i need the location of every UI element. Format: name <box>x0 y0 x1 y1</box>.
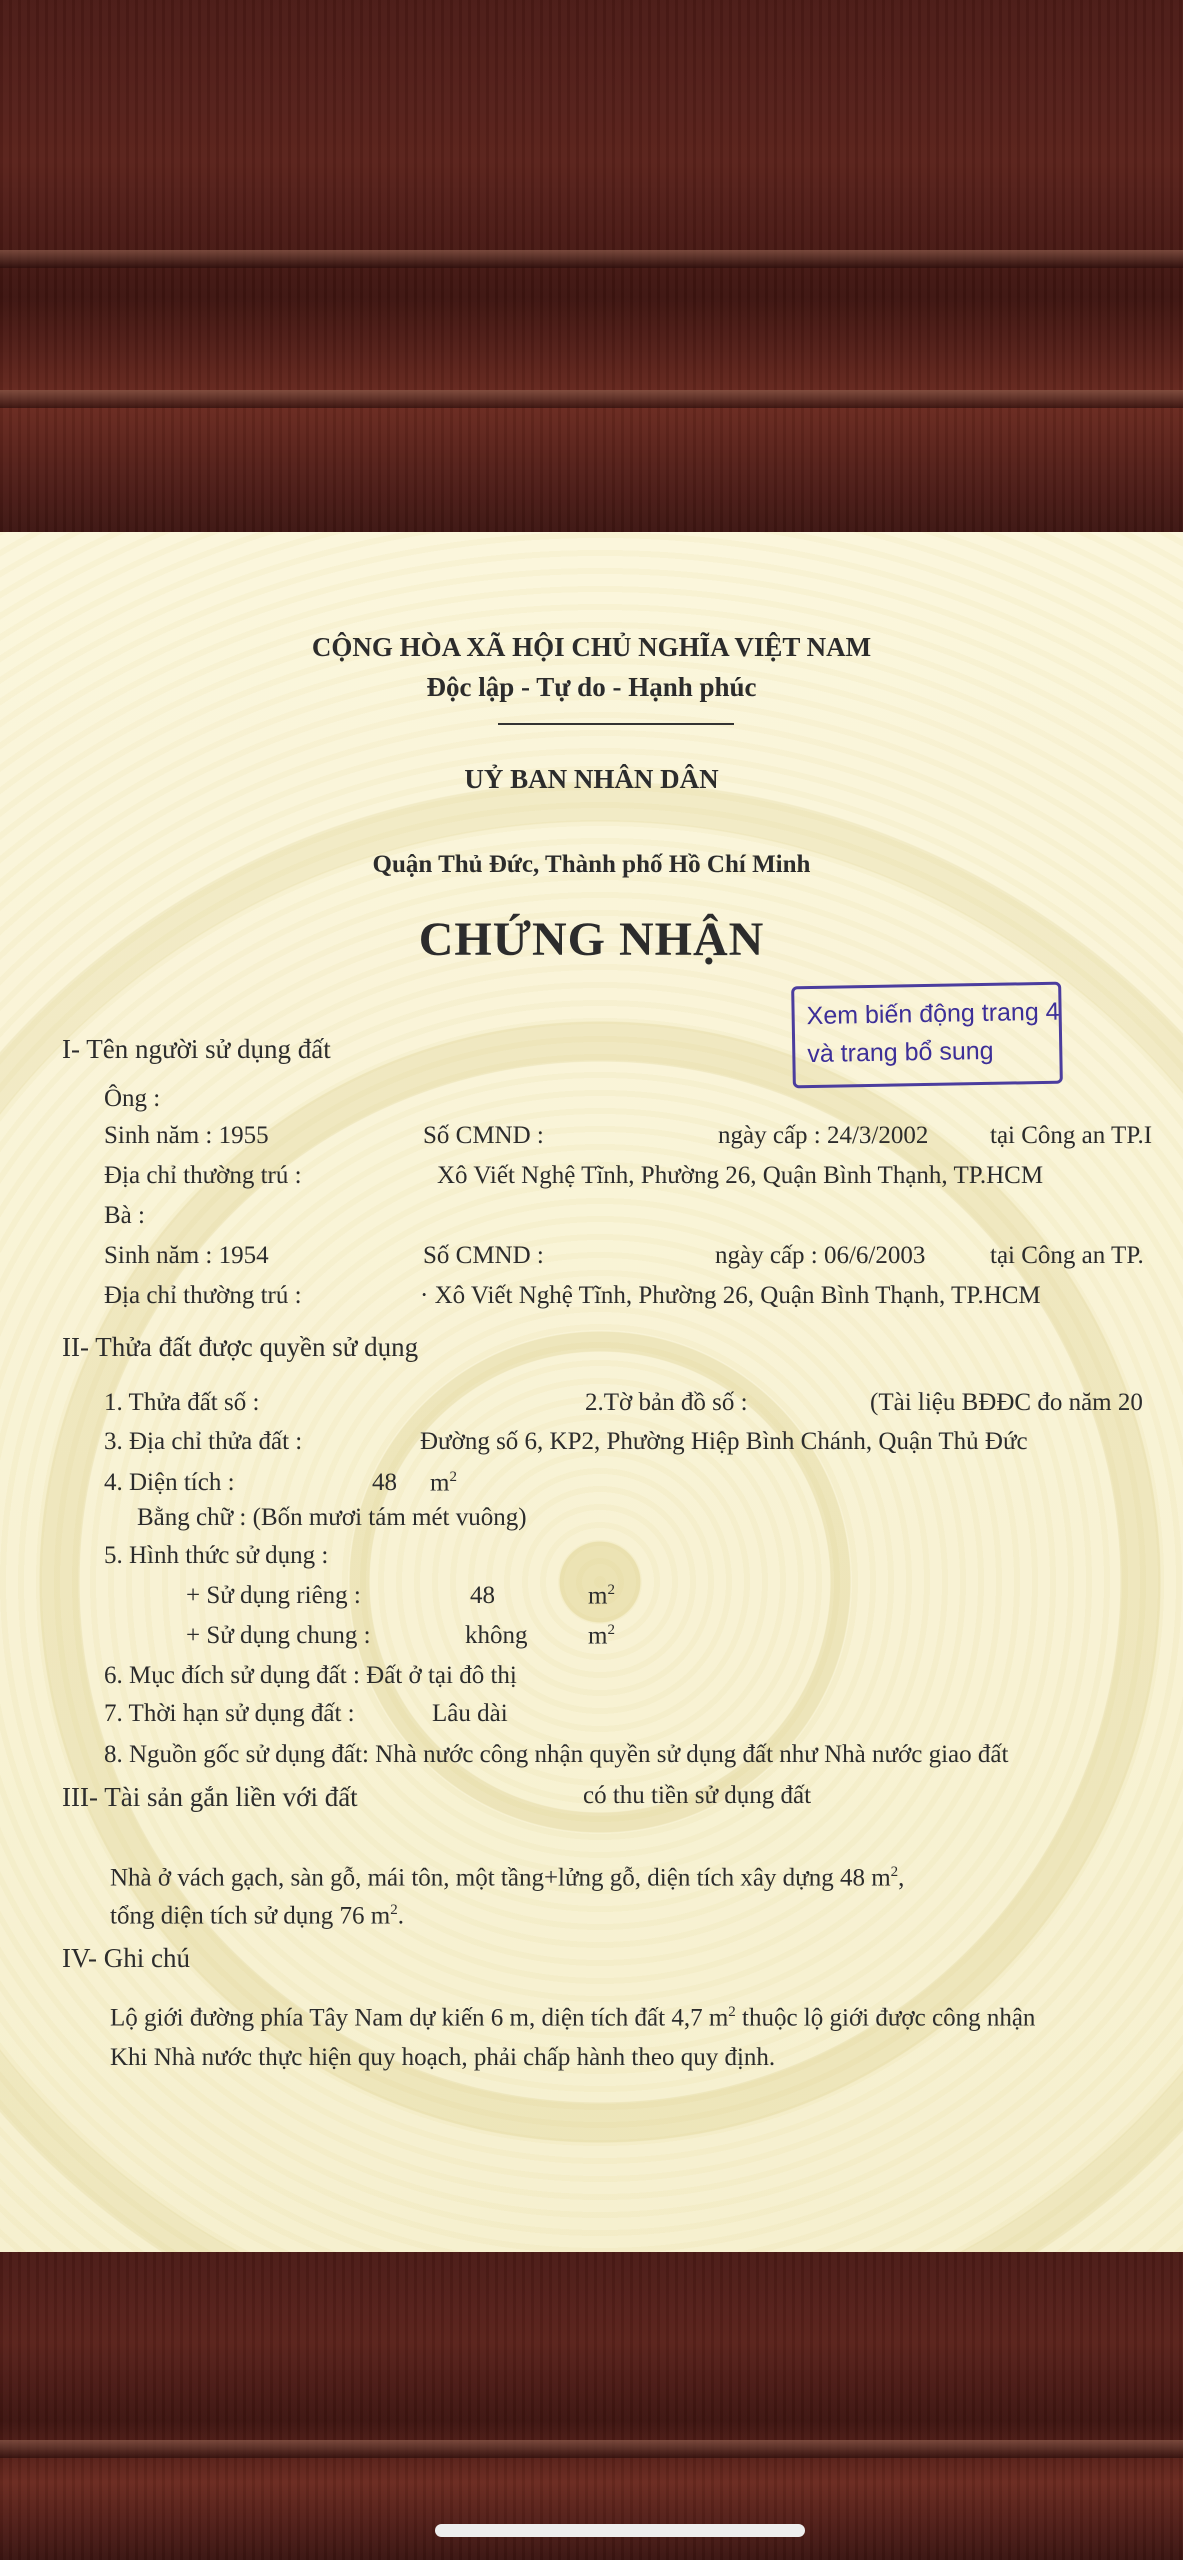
plot-address: Đường số 6, KP2, Phường Hiệp Bình Chánh, Quận Thủ Đức <box>420 1428 1028 1455</box>
ba-id-label: Số CMND : <box>423 1242 544 1269</box>
ong-label: Ông : <box>104 1085 161 1112</box>
ong-address: Xô Viết Nghệ Tĩnh, Phường 26, Quận Bình Thạnh, TP.HCM <box>437 1162 1044 1189</box>
ong-id-label: Số CMND : <box>423 1122 544 1149</box>
wood-frame-top <box>0 0 1183 540</box>
stamp-box <box>791 982 1063 1089</box>
wood-rail <box>0 390 1183 408</box>
common-use-value: không <box>465 1622 528 1649</box>
ong-issue-date: ngày cấp : 24/3/2002 <box>718 1122 929 1149</box>
plot-number-label: 1. Thửa đất số : <box>104 1389 260 1416</box>
private-use-value: 48 <box>470 1582 495 1609</box>
common-use-unit: $m^2$ <box>588 1622 615 1650</box>
wood-rail <box>0 250 1183 268</box>
authority: UỶ BAN NHÂN DÂN <box>464 764 719 794</box>
area-unit: $m^2$ <box>430 1469 457 1497</box>
private-use-label: + Sử dụng riêng : <box>186 1582 361 1609</box>
private-use-unit: $m^2$ <box>588 1582 615 1610</box>
ba-issue-place: tại Công an TP. <box>990 1242 1144 1269</box>
land-origin: 8. Nguồn gốc sử dụng đất: Nhà nước công nhận quyền sử dụng đất như Nhà nước giao đất <box>104 1741 1009 1768</box>
stamp-line-2: và trang bổ sung <box>807 1036 994 1069</box>
ong-issue-place: tại Công an TP.I <box>990 1122 1153 1149</box>
ong-address-label: Địa chỉ thường trú : <box>104 1162 302 1189</box>
motto: Độc lập - Tự do - Hạnh phúc <box>426 672 757 702</box>
usage-form-label: 5. Hình thức sử dụng : <box>104 1542 329 1569</box>
assets-line-1: Nhà ở vách gạch, sàn gỗ, mái tôn, một tầng+lửng gỗ, diện tích xây dựng 48 $m^2$, <box>110 1864 905 1892</box>
nation-name: CỘNG HÒA XÃ HỘI CHỦ NGHĨA VIỆT NAM <box>311 632 872 662</box>
ba-address-label: Địa chỉ thường trú : <box>104 1282 302 1309</box>
section-1-heading: I- Tên người sử dụng đất <box>62 1034 331 1064</box>
common-use-label: + Sử dụng chung : <box>186 1622 371 1649</box>
motto-underline <box>498 723 734 725</box>
certificate-page <box>0 532 1183 2252</box>
area-value: 48 <box>372 1469 397 1496</box>
section-3-heading: III- Tài sản gắn liền với đất <box>62 1782 358 1812</box>
notes-line-1: Lộ giới đường phía Tây Nam dự kiến 6 m, diện tích đất 4,7 $m^2$ thuộc lộ giới được công nhận <box>110 2004 1036 2032</box>
land-purpose: 6. Mục đích sử dụng đất : Đất ở tại đô thị <box>104 1662 517 1689</box>
wood-rail <box>0 2440 1183 2458</box>
area-in-words: Bằng chữ : (Bốn mươi tám mét vuông) <box>137 1504 527 1531</box>
map-sheet-label: 2.Tờ bản đồ số : <box>585 1389 748 1416</box>
ong-birth: Sinh năm : 1955 <box>104 1122 269 1149</box>
land-origin-continued: có thu tiền sử dụng đất <box>583 1782 812 1809</box>
section-2-heading: II- Thửa đất được quyền sử dụng <box>62 1332 419 1362</box>
stamp-line-1: Xem biến động trang 4 <box>806 997 1060 1031</box>
map-sheet-note: (Tài liệu BĐĐC đo năm 20 <box>870 1389 1143 1416</box>
wood-frame-bottom <box>0 2250 1183 2560</box>
land-term-label: 7. Thời hạn sử dụng đất : <box>104 1700 355 1727</box>
notes-line-2: Khi Nhà nước thực hiện quy hoạch, phải chấp hành theo quy định. <box>110 2044 776 2071</box>
area-label: 4. Diện tích : <box>104 1469 235 1496</box>
plot-address-label: 3. Địa chỉ thửa đất : <box>104 1428 303 1455</box>
document-title: CHỨNG NHẬN <box>418 913 765 966</box>
assets-line-2: tổng diện tích sử dụng 76 $m^2$. <box>110 1902 404 1930</box>
ba-address: · Xô Viết Nghệ Tĩnh, Phường 26, Quận Bình Thạnh, TP.HCM <box>420 1282 1041 1309</box>
ba-issue-date: ngày cấp : 06/6/2003 <box>715 1242 926 1269</box>
locality: Quận Thủ Đức, Thành phố Hồ Chí Minh <box>372 851 811 878</box>
ba-label: Bà : <box>104 1202 145 1229</box>
ba-birth: Sinh năm : 1954 <box>104 1242 269 1269</box>
home-indicator[interactable] <box>435 2524 805 2537</box>
section-4-heading: IV- Ghi chú <box>62 1943 190 1973</box>
land-term-value: Lâu dài <box>432 1700 508 1727</box>
